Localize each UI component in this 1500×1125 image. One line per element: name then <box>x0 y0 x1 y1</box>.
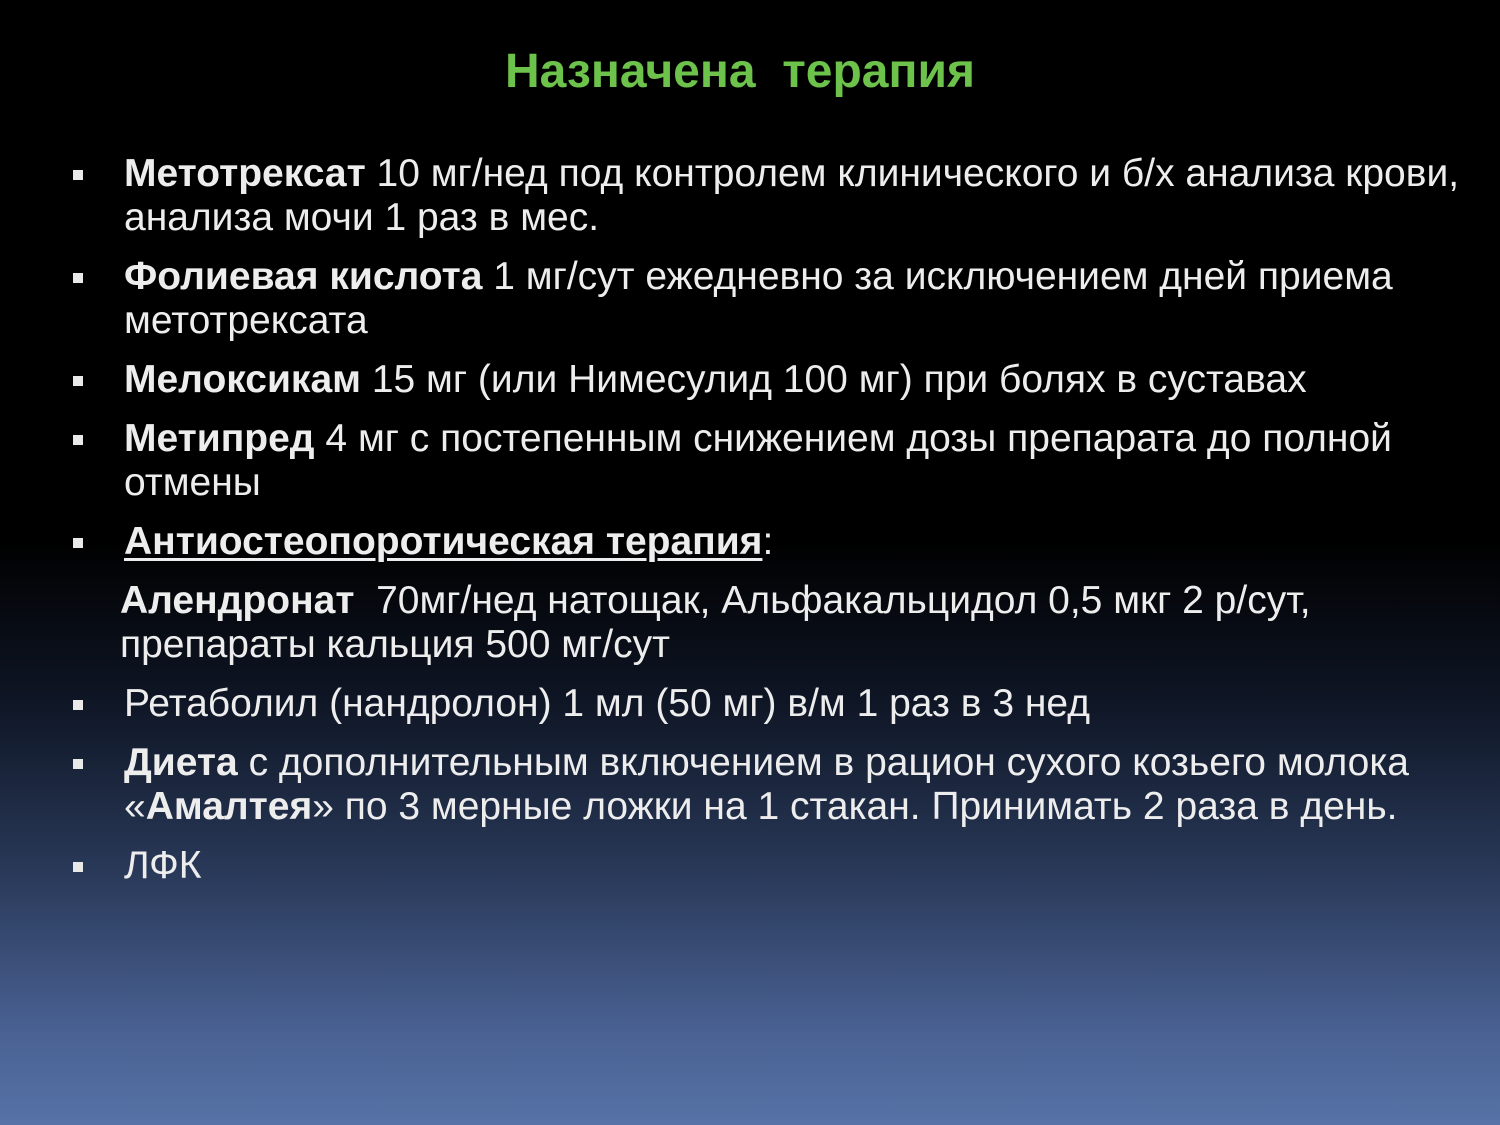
drug-description: 10 мг/нед под контролем клинического и б/х анализа крови, анализа мочи 1 раз в мес. <box>124 152 1460 239</box>
list-item-antiosteoporotic <box>66 520 1476 564</box>
drug-description: 15 мг (или Нимесулид 100 мг) при болях в суставах <box>361 358 1307 401</box>
square-bullet-icon <box>73 700 83 710</box>
list-item-folic-acid <box>66 255 1476 343</box>
square-bullet-icon <box>73 538 83 548</box>
list-item-meloxicam <box>66 358 1476 402</box>
list-item-lfk <box>66 844 1476 888</box>
colon: : <box>762 520 774 563</box>
product-name: Амалтея <box>145 785 313 828</box>
list-item-methotrexate <box>66 152 1476 240</box>
list-item-metipred <box>66 417 1476 505</box>
drug-description: Ретаболил (нандролон) 1 мл (50 мг) в/м 1 раз в 3 нед <box>124 682 1090 725</box>
diet-label: Диета <box>124 741 238 784</box>
square-bullet-icon <box>73 170 83 180</box>
drug-description: 70мг/нед натощак, Альфакальцидол 0,5 мкг 2 р/сут, препараты кальция 500 мг/сут <box>120 579 1322 666</box>
diet-description: с дополнительным включением в рацион сухого козьего молока « <box>124 741 1409 828</box>
square-bullet-icon <box>73 435 83 445</box>
drug-description: 4 мг с постепенным снижением дозы препарата до полной отмены <box>124 417 1392 504</box>
drug-name: Метипред <box>124 417 315 460</box>
drug-description: 1 мг/сут ежедневно за исключением дней приема метотрексата <box>124 255 1393 342</box>
square-bullet-icon <box>73 376 83 386</box>
lfk-label: ЛФК <box>124 844 202 887</box>
square-bullet-icon <box>73 759 83 769</box>
drug-name: Фолиевая кислота <box>124 255 483 298</box>
diet-instructions: » по 3 мерные ложки на 1 стакан. Принимать 2 раза в день. <box>312 785 1398 828</box>
list-item-diet <box>66 741 1476 829</box>
square-bullet-icon <box>73 273 83 283</box>
sub-item-alendronate <box>120 579 1476 667</box>
drug-name: Алендронат <box>120 579 355 622</box>
list-item-retabolil <box>66 682 1476 726</box>
drug-name: Мелоксикам <box>124 358 361 401</box>
square-bullet-icon <box>73 862 83 872</box>
therapy-list <box>66 152 1476 903</box>
slide-title: Назначена терапия <box>505 45 975 98</box>
drug-name: Метотрексат <box>124 152 366 195</box>
therapy-heading: Антиостеопоротическая терапия <box>124 520 763 563</box>
